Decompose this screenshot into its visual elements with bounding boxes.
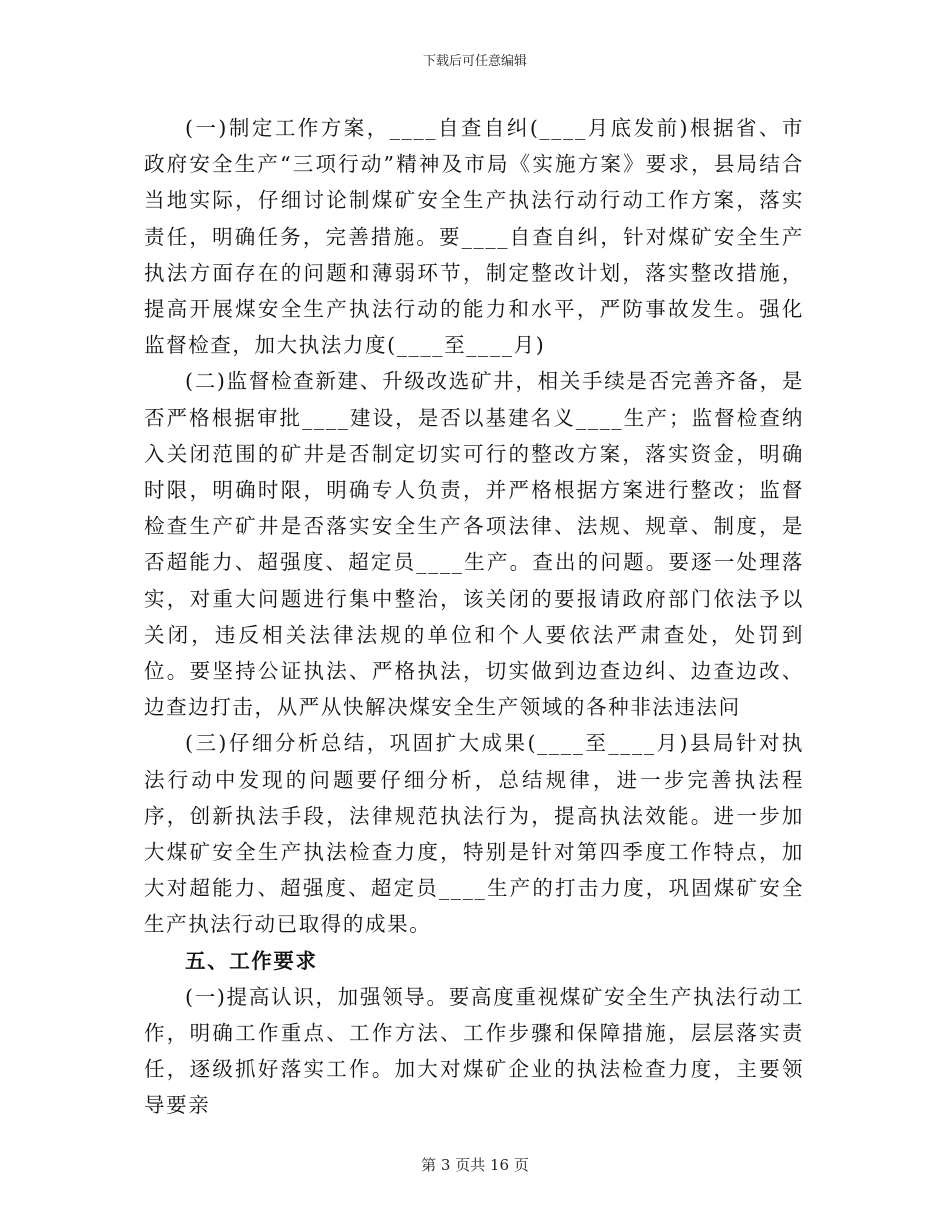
section-heading: 五、工作要求 bbox=[185, 948, 318, 973]
document-body bbox=[144, 110, 804, 1124]
page-header: 下载后可任意编辑 bbox=[422, 54, 527, 69]
paragraph-3: (三)仔细分析总结，巩固扩大成果(____至____月)县局针对执法行动中发现的问题要仔细分析，总结规律，进一步完善执法程序，创新执法手段，法律规范执法行为，提高执法效能。进一步加大煤矿安全生产执法检查力度，特别是针对第四季度工作特点，加大对超能力、超强度、超定员____生产的打击力度，巩固煤矿安全生产执法行动已取得的成果。 bbox=[144, 731, 804, 937]
paragraph-1: (一)制定工作方案，____自查自纠(____月底发前)根据省、市政府安全生产“三项行动”精神及市局《实施方案》要求，县局结合当地实际，仔细讨论制煤矿安全生产执法行动行动工作方案，落实责任，明确任务，完善措施。要____自查自纠，针对煤矿安全生产执法方面存在的问题和薄弱环节，制定整改计划，落实整改措施，提高开展煤安全生产执法行动的能力和水平，严防事故发生。强化监督检查，加大执法力度(____至____月) bbox=[144, 116, 804, 358]
page-footer: 第 3 页共 16 页 bbox=[421, 1156, 529, 1174]
paragraph-4: (一)提高认识，加强领导。要高度重视煤矿安全生产执法行动工作，明确工作重点、工作方法、工作步骤和保障措施，层层落实责任，逐级抓好落实工作。加大对煤矿企业的执法检查力度，主要领导要亲 bbox=[144, 984, 804, 1118]
paragraph-2: (二)监督检查新建、升级改选矿井，相关手续是否完善齐备，是否严格根据审批____建设，是否以基建名义____生产；监督检查纳入关闭范围的矿井是否制定切实可行的整改方案，落实资金，明确时限，明确时限，明确专人负责，并严格根据方案进行整改；监督检查生产矿井是否落实安全生产各项法律、法规、规章、制度，是否超能力、超强度、超定员____生产。查出的问题。要逐一处理落实，对重大问题进行集中整治，该关闭的要报请政府部门依法予以关闭，违反相关法律法规的单位和个人要依法严肃查处，处罚到位。要坚持公证执法、严格执法，切实做到边查边纠、边查边改、边查边打击，从严从快解决煤安全生产领域的各种非法违法问 bbox=[144, 369, 804, 720]
